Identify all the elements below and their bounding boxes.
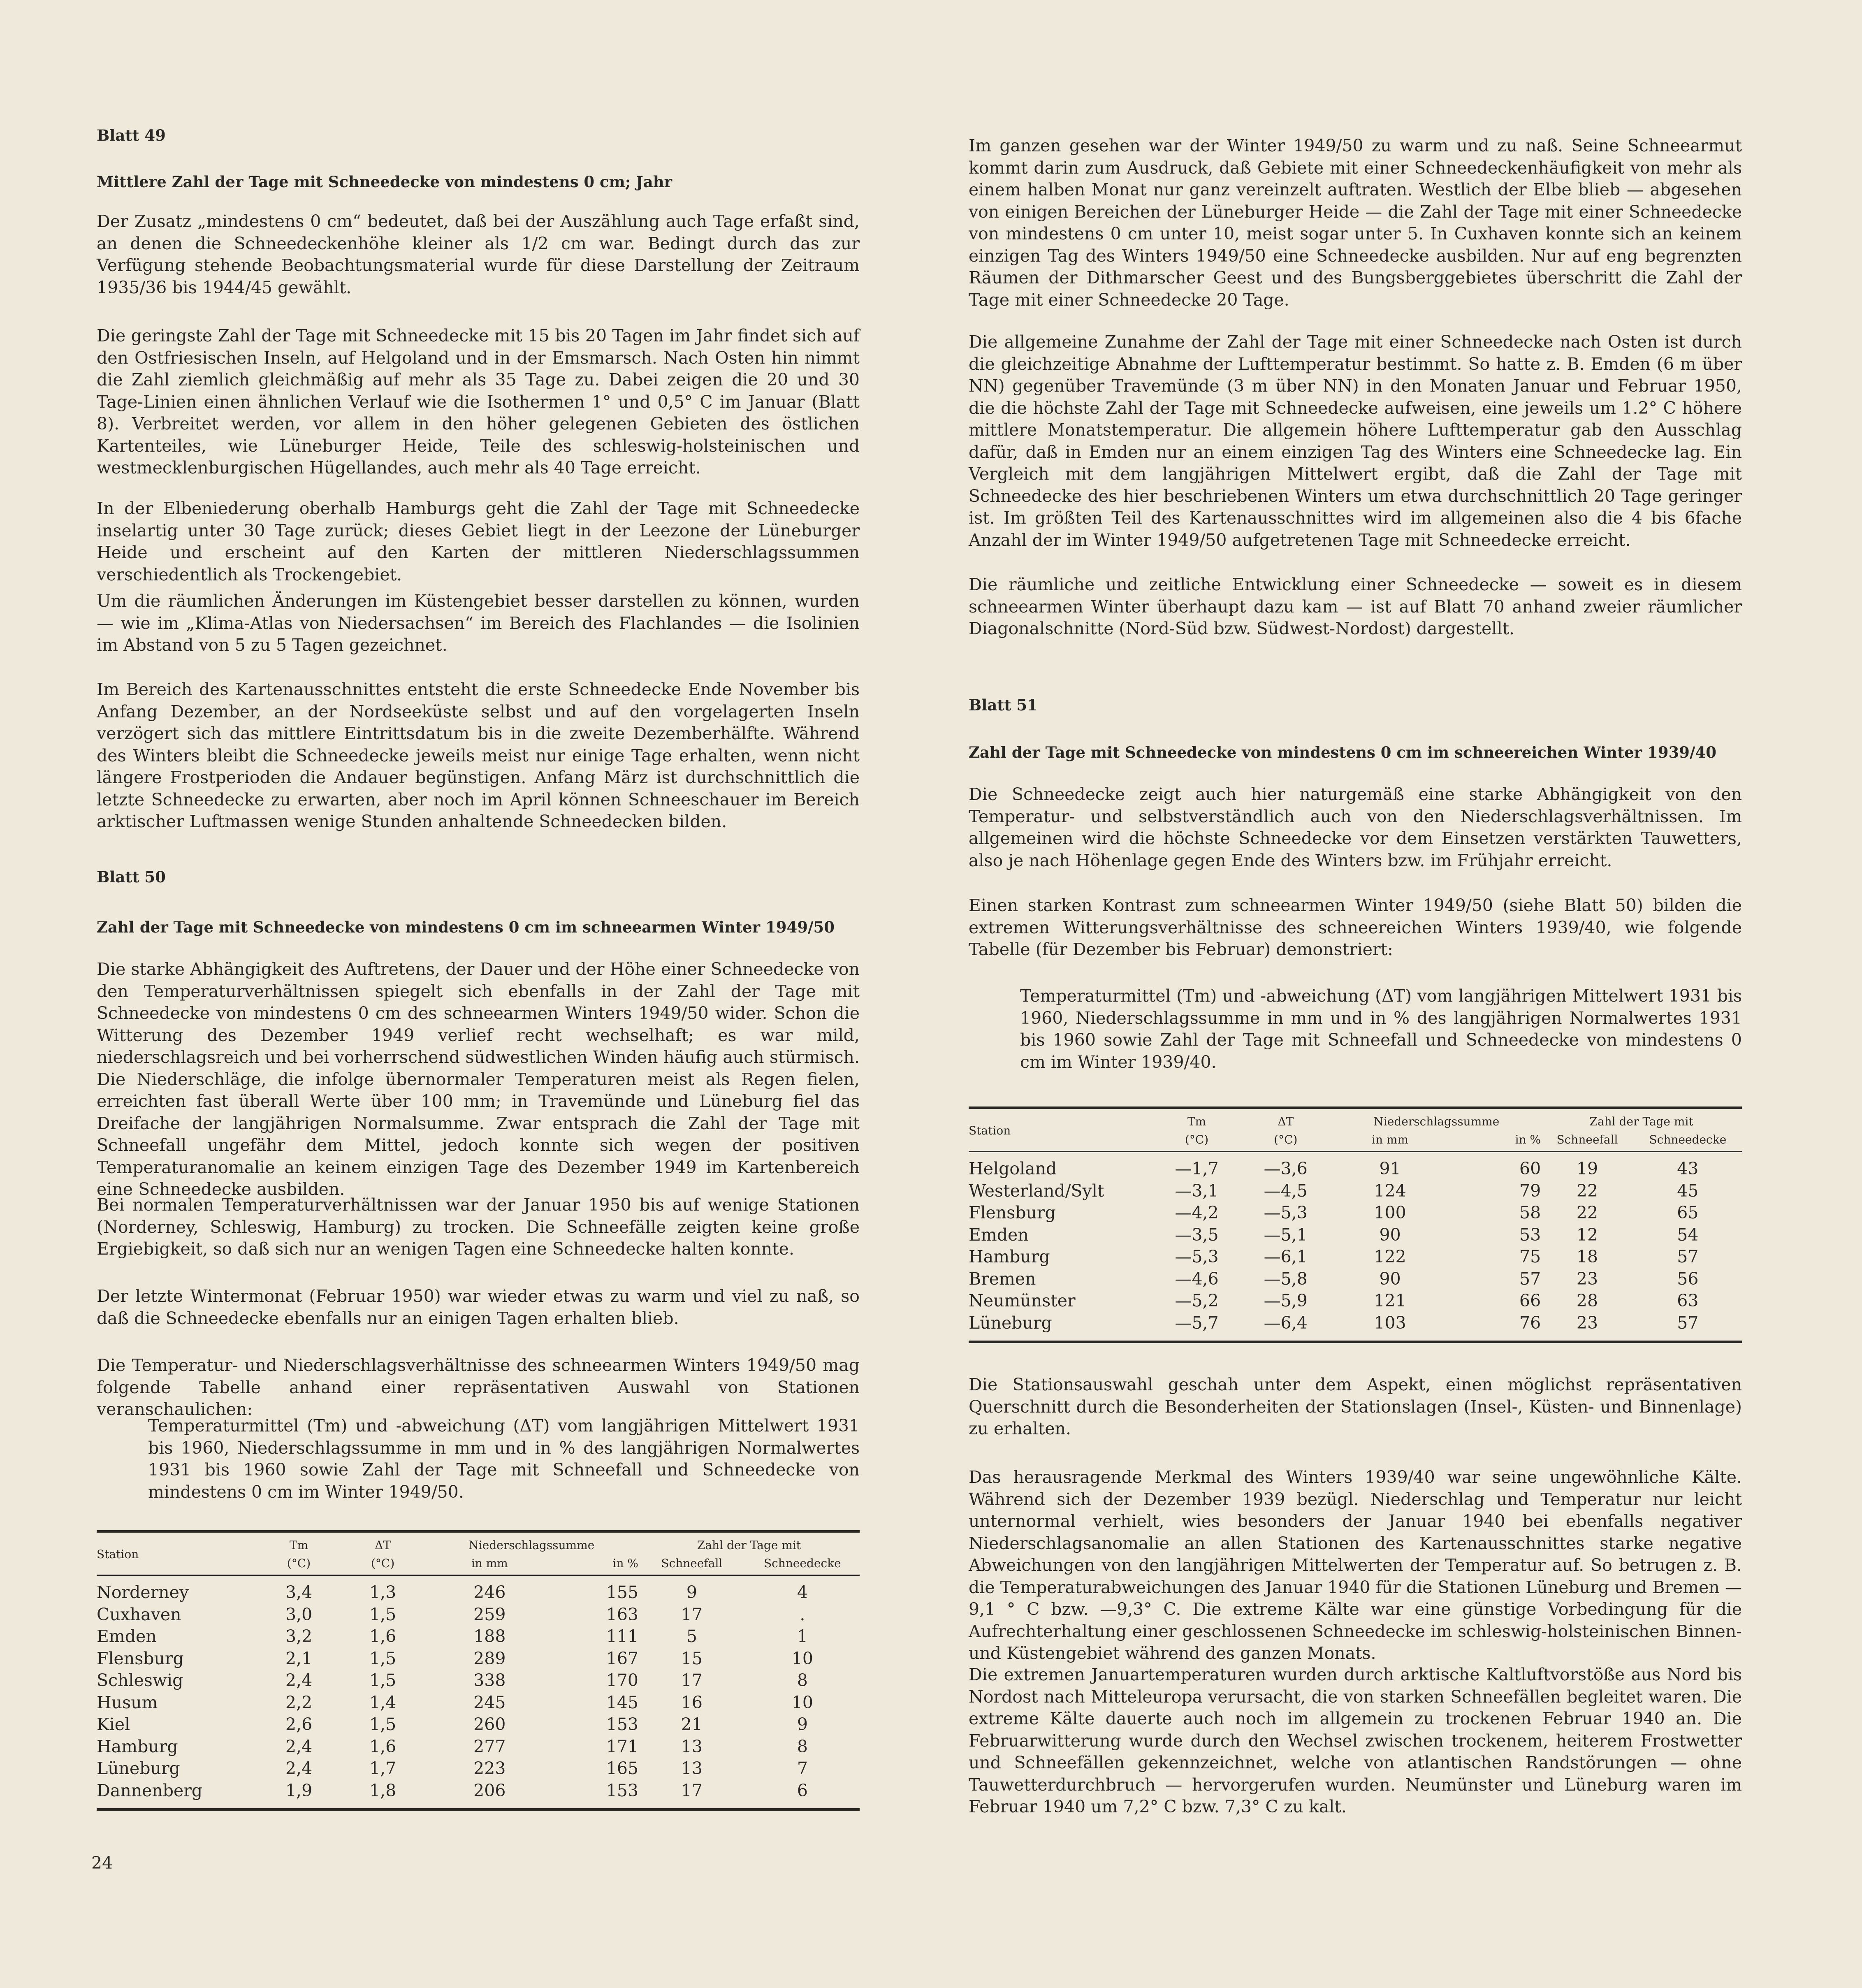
table-cell: 3,4 bbox=[285, 1582, 313, 1602]
table-cell: 100 bbox=[1374, 1203, 1406, 1222]
table-cell: 57 bbox=[1677, 1247, 1699, 1267]
table-cell: Lüneburg bbox=[969, 1312, 1154, 1342]
col-header-schneefall: Schneefall bbox=[638, 1557, 745, 1575]
table-cell: 5 bbox=[686, 1626, 697, 1646]
table-cell: Emden bbox=[969, 1225, 1029, 1245]
table-cell: 155 bbox=[606, 1582, 639, 1602]
col-header-zahl-der-tage: Zahl der Tage mit bbox=[638, 1531, 860, 1557]
blatt49-paragraph-2: Die geringste Zahl der Tage mit Schneedecke mit 15 bis 20 Tagen im Jahr findet sich auf den Ostfriesischen Inseln, auf Helgoland und in der Emsmarsch. Nach Osten hin nimmt die Zahl ziemlich gleichmäßig auf mehr als 35 Tage zu. Dabei zeigen die 20 und 30 Tage-Linien einen ähnlichen Verlauf wie die Isothermen 1° und 0,5° C im Januar (Blatt 8). Verbreitet werden, vor allem in den höher gelegenen Gebieten des östlichen Kartenteiles, wie Lüneburger Heide, Teile des schleswig-holsteinischen und westmecklenburgischen Hügellandes, auch mehr als 40 Tage erreicht. bbox=[97, 326, 860, 478]
table-cell: Helgoland bbox=[969, 1159, 1057, 1178]
table-row bbox=[969, 1180, 1742, 1202]
table-cell: 2,4 bbox=[285, 1736, 313, 1756]
blatt50-title: Zahl der Tage mit Schneedecke von mindestens 0 cm im schneearmen Winter 1949/50 bbox=[97, 918, 835, 936]
table-row bbox=[97, 1780, 860, 1810]
blatt49-title: Mittlere Zahl der Tage mit Schneedecke von mindestens 0 cm; Jahr bbox=[97, 173, 672, 191]
table-cell: 22 bbox=[1576, 1181, 1598, 1201]
table-cell: Hamburg bbox=[969, 1247, 1050, 1267]
table-cell: 8 bbox=[797, 1670, 808, 1690]
table-cell: 12 bbox=[1576, 1225, 1598, 1245]
table-cell: 171 bbox=[606, 1736, 639, 1756]
table-cell: 122 bbox=[1374, 1247, 1406, 1267]
table-cell: 206 bbox=[425, 1780, 554, 1810]
table-cell: 1,6 bbox=[369, 1626, 397, 1646]
table-cell: 10 bbox=[791, 1648, 813, 1668]
blatt49-paragraph-5: Im Bereich des Kartenausschnittes entsteht die erste Schneedecke Ende November bis Anfang Dezember, an der Nordseeküste selbst und auf den vorgelagerten Inseln verzögert sich das mittlere Eintrittsdatum bis in die zweite Dezemberhälfte. Während des Winters bleibt die Schneedecke jeweils meist nur einige Tage erhalten, wenn nicht längere Frostperioden die Andauer begünstigen. Anfang März ist durchschnittlich die letzte Schneedecke zu erwarten, aber noch im April können Schneeschauer im Bereich arktischer Luftmassen wenige Stunden anhaltende Schneedecken bilden. bbox=[97, 680, 860, 831]
table-cell: 103 bbox=[1332, 1312, 1448, 1342]
table-cell: Schleswig bbox=[97, 1670, 183, 1690]
table-row bbox=[969, 1202, 1742, 1224]
table-cell: 163 bbox=[606, 1604, 639, 1624]
blatt50-table bbox=[97, 1530, 860, 1811]
table-cell: 3,0 bbox=[285, 1604, 313, 1624]
table-cell: —1,7 bbox=[1175, 1159, 1219, 1178]
blatt50-heading: Blatt 50 bbox=[97, 868, 166, 886]
col-header-station: Station bbox=[97, 1531, 257, 1575]
blatt51-paragraph-4: Das herausragende Merkmal des Winters 1939/40 war seine ungewöhnliche Kälte. Während sich der Dezember 1939 bezügl. Niederschlag und Temperatur nur leicht unternormal verhielt, wies besonders der Januar 1940 bei ebenfalls negativer Niederschlagsanomalie an allen Stationen des Kartenausschnittes starke negative Abweichungen von den langjährigen Mittelwerten der Temperatur auf. So betrugen z. B. die Temperaturabweichungen des Januar 1940 für die Stationen Lüneburg und Bremen —9,1 ° C bzw. —9,3° C. Die extreme Kälte war eine günstige Vorbedingung für die Aufrechterhaltung einer geschlossenen Schneedecke im schleswig-holsteinischen Binnen- und Küstengebiet während des ganzen Monats. bbox=[969, 1467, 1742, 1663]
table-cell: 53 bbox=[1519, 1225, 1541, 1245]
table-cell: Kiel bbox=[97, 1714, 130, 1734]
table-cell: Bremen bbox=[969, 1269, 1036, 1289]
table-row bbox=[97, 1626, 860, 1648]
table-cell: . bbox=[800, 1604, 805, 1624]
table-row bbox=[97, 1648, 860, 1670]
col-header-mm: in mm bbox=[1332, 1133, 1448, 1152]
table-cell: 56 bbox=[1677, 1269, 1699, 1289]
table-cell: 76 bbox=[1448, 1312, 1541, 1342]
table-cell: 90 bbox=[1379, 1269, 1401, 1289]
table-cell: 2,6 bbox=[285, 1714, 313, 1734]
table-cell: 45 bbox=[1677, 1181, 1699, 1201]
table-cell: 66 bbox=[1519, 1291, 1541, 1311]
table-cell: —5,9 bbox=[1264, 1291, 1308, 1311]
table-row bbox=[969, 1268, 1742, 1290]
blatt49-heading: Blatt 49 bbox=[97, 126, 166, 144]
table-cell: 145 bbox=[606, 1692, 639, 1712]
col-header-zahl-der-tage: Zahl der Tage mit bbox=[1541, 1108, 1742, 1133]
table-row bbox=[97, 1604, 860, 1626]
table-row bbox=[969, 1290, 1742, 1312]
table-cell: 259 bbox=[473, 1604, 506, 1624]
blatt50-paragraph-1: Die starke Abhängigkeit des Auftretens, der Dauer und der Höhe einer Schneedecke von den Temperaturverhältnissen spiegelt sich ebenfalls in der Zahl der Tage mit Schneedecke von mindestens 0 cm des schneearmen Winters 1949/50 wider. Schon die Witterung des Dezember 1949 verlief recht wechselhaft; es war mild, niederschlagsreich und bei vorherrschend südwestlichen Winden häufig auch stürmisch. Die Niederschläge, die infolge übernormaler Temperaturen meist als Regen fielen, erreichten fast überall Werte über 100 mm; in Travemünde und Lüneburg fiel das Dreifache der langjährigen Normalsumme. Zwar entsprach die Zahl der Tage mit Schneefall ungefähr dem Mittel, jedoch konnte sich wegen der positiven Temperaturanomalie an keinem einzigen Tage des Dezember 1949 im Kartenbereich eine Schneedecke ausbilden. bbox=[97, 959, 860, 1199]
table-cell: 58 bbox=[1519, 1203, 1541, 1222]
table-cell: —3,1 bbox=[1175, 1181, 1219, 1201]
table-cell: —3,5 bbox=[1175, 1225, 1219, 1245]
right-paragraph-3: Die räumliche und zeitliche Entwicklung einer Schneedecke — soweit es in diesem schneearmen Winter überhaupt dazu kam — ist auf Blatt 70 anhand zweier räumlicher Diagonalschnitte (Nord-Süd bzw. Südwest-Nordost) dargestellt. bbox=[969, 575, 1742, 638]
table-cell: 121 bbox=[1374, 1291, 1406, 1311]
table-row bbox=[97, 1714, 860, 1736]
table-row bbox=[97, 1758, 860, 1780]
table-cell: 57 bbox=[1519, 1269, 1541, 1289]
table-row bbox=[97, 1736, 860, 1758]
table-cell: 17 bbox=[681, 1670, 703, 1690]
table-cell: 338 bbox=[473, 1670, 506, 1690]
table-cell: 1 bbox=[797, 1626, 808, 1646]
blatt51-table-caption: Temperaturmittel (Tm) und -abweichung (ΔT) vom langjährigen Mittelwert 1931 bis 1960, Niederschlagssumme in mm und in % des langjährigen Normalwertes 1931 bis 1960 sowie Zahl der Tage mit Schneefall und Schneedecke von mindestens 0 cm im Winter 1939/40. bbox=[1020, 986, 1742, 1072]
table-cell: —6,4 bbox=[1239, 1312, 1332, 1342]
col-header-tm: Tm bbox=[1154, 1108, 1239, 1133]
table-cell: 153 bbox=[606, 1714, 639, 1734]
table-cell: Cuxhaven bbox=[97, 1604, 181, 1624]
table-cell: —4,6 bbox=[1175, 1269, 1219, 1289]
table-cell: 167 bbox=[606, 1648, 639, 1668]
table-cell: 15 bbox=[681, 1648, 703, 1668]
table-cell: 1,6 bbox=[369, 1736, 397, 1756]
table-cell: 111 bbox=[606, 1626, 639, 1646]
col-header-niederschlag: Niederschlagssumme bbox=[1332, 1108, 1541, 1133]
blatt51-paragraph-2: Einen starken Kontrast zum schneearmen Winter 1949/50 (siehe Blatt 50) bilden die extremen Witterungsverhältnisse des schneereichen Winters 1939/40, wie folgende Tabelle (für Dezember bis Februar) demonstriert: bbox=[969, 895, 1742, 959]
table-cell: 60 bbox=[1519, 1159, 1541, 1178]
table-cell: 246 bbox=[473, 1582, 506, 1602]
right-paragraph-2: Die allgemeine Zunahme der Zahl der Tage mit einer Schneedecke nach Osten ist durch die gleichzeitige Abnahme der Lufttemperatur bestimmt. So hatte z. B. Emden (6 m über NN) gegenüber Travemünde (3 m über NN) in den Monaten Januar und Februar 1950, die die höchste Zahl der Tage mit Schneedecke aufweisen, eine jeweils um 1.2° C höhere mittlere Monatstemperatur. Die allgemein höhere Lufttemperatur gab den Ausschlag dafür, daß in Emden nur an einem einzigen Tag des Winters eine Schneedecke lag. Ein Vergleich mit dem langjährigen Mittelwert ergibt, daß die Zahl der Tage mit Schneedecke des hier beschriebenen Winters um etwa durchschnittlich 20 Tage geringer ist. Im größten Teil des Kartenausschnittes wird im allgemeinen also die 4 bis 6fache Anzahl der im Winter 1949/50 aufgetretenen Tage mit Schneedecke erreicht. bbox=[969, 332, 1742, 550]
table-cell: —6,1 bbox=[1264, 1247, 1308, 1267]
table-cell: 2,4 bbox=[285, 1758, 313, 1778]
table-cell: Flensburg bbox=[969, 1203, 1056, 1222]
blatt49-paragraph-3: In der Elbeniederung oberhalb Hamburgs geht die Zahl der Tage mit Schneedecke inselartig unter 30 Tage zurück; dieses Gebiet liegt in der Leezone der Lüneburger Heide und erscheint auf den Karten der mittleren Niederschlagssummen verschiedentlich als Trockengebiet. bbox=[97, 499, 860, 585]
col-header-dt-unit: (°C) bbox=[1239, 1133, 1332, 1152]
table-row bbox=[97, 1670, 860, 1692]
table-cell: 23 bbox=[1576, 1269, 1598, 1289]
table-cell: —3,6 bbox=[1264, 1159, 1308, 1178]
table-cell: 2,2 bbox=[285, 1692, 313, 1712]
col-header-dt: ΔT bbox=[1239, 1108, 1332, 1133]
table-cell: 91 bbox=[1379, 1159, 1401, 1178]
col-header-tm-unit: (°C) bbox=[1154, 1133, 1239, 1152]
table-cell: 1,8 bbox=[341, 1780, 425, 1810]
table-cell: 17 bbox=[681, 1604, 703, 1624]
table-cell: —5,3 bbox=[1175, 1247, 1219, 1267]
blatt49-paragraph-4: Um die räumlichen Änderungen im Küstengebiet besser darstellen zu können, wurden — wie im „Klima-Atlas von Niedersachsen“ im Bereich des Flachlandes — die Isolinien im Abstand von 5 zu 5 Tagen gezeichnet. bbox=[97, 591, 860, 655]
table-cell: 245 bbox=[473, 1692, 506, 1712]
table-cell: 8 bbox=[797, 1736, 808, 1756]
col-header-dt: ΔT bbox=[341, 1531, 425, 1557]
table-cell: 90 bbox=[1379, 1225, 1401, 1245]
table-cell: 79 bbox=[1519, 1181, 1541, 1201]
col-header-station: Station bbox=[969, 1108, 1154, 1152]
table-cell: 57 bbox=[1634, 1312, 1742, 1342]
table-row bbox=[97, 1575, 860, 1604]
table-cell: —4,2 bbox=[1175, 1203, 1219, 1222]
table-cell: 63 bbox=[1677, 1291, 1699, 1311]
blatt50-paragraph-4: Die Temperatur- und Niederschlagsverhältnisse des schneearmen Winters 1949/50 mag folgende Tabelle anhand einer repräsentativen Auswahl von Stationen veranschaulichen: bbox=[97, 1355, 860, 1419]
table-cell: Flensburg bbox=[97, 1648, 184, 1668]
col-header-pct: in % bbox=[1448, 1133, 1541, 1152]
table-cell: 17 bbox=[638, 1780, 745, 1810]
table-cell: 6 bbox=[745, 1780, 860, 1810]
table-cell: 277 bbox=[473, 1736, 506, 1756]
table-cell: —5,3 bbox=[1264, 1203, 1308, 1222]
blatt51-paragraph-5: Die extremen Januartemperaturen wurden durch arktische Kaltluftvorstöße aus Nord bis Nordost nach Mitteleuropa verursacht, die von starken Schneefällen begleitet waren. Die extreme Kälte dauerte auch noch im allgemein zu trockenen Februar 1940 an. Die Februarwitterung wurde durch den Wechsel zwischen trockenem, heiterem Frostwetter und Schneefällen gekennzeichnet, welche von atlantischen Randstörungen — ohne Tauwetterdurchbruch — hervorgerufen wurden. Neumünster und Lüneburg waren im Februar 1940 um 7,2° C bzw. 7,3° C zu kalt. bbox=[969, 1665, 1742, 1816]
table-cell: 1,3 bbox=[369, 1582, 397, 1602]
page-number: 24 bbox=[91, 1853, 113, 1873]
col-header-dt-unit: (°C) bbox=[341, 1557, 425, 1575]
table-cell: 188 bbox=[473, 1626, 506, 1646]
blatt51-heading: Blatt 51 bbox=[969, 696, 1038, 714]
table-cell: 1,5 bbox=[369, 1604, 397, 1624]
table-cell: 1,5 bbox=[369, 1648, 397, 1668]
col-header-schneedecke: Schneedecke bbox=[1634, 1133, 1742, 1152]
table-cell: 43 bbox=[1677, 1159, 1699, 1178]
table-cell: Westerland/Sylt bbox=[969, 1181, 1104, 1201]
col-header-niederschlag: Niederschlagssumme bbox=[425, 1531, 638, 1557]
col-header-pct: in % bbox=[554, 1557, 638, 1575]
table-cell: Husum bbox=[97, 1692, 158, 1712]
col-header-schneefall: Schneefall bbox=[1541, 1133, 1634, 1152]
table-row bbox=[969, 1152, 1742, 1180]
table-cell: 170 bbox=[606, 1670, 639, 1690]
table-cell: 260 bbox=[473, 1714, 506, 1734]
table-cell: Hamburg bbox=[97, 1736, 178, 1756]
table-cell: 23 bbox=[1541, 1312, 1634, 1342]
table-cell: 22 bbox=[1576, 1203, 1598, 1222]
col-header-mm: in mm bbox=[425, 1557, 554, 1575]
blatt51-paragraph-1: Die Schneedecke zeigt auch hier naturgemäß eine starke Abhängigkeit von den Temperatur- und selbstverständlich auch von den Niederschlagsverhältnissen. Im allgemeinen wird die höchste Schneedecke vor dem Einsetzen verstärkten Tauwetters, also je nach Höhenlage gegen Ende des Winters bzw. im Frühjahr erreicht. bbox=[969, 784, 1742, 870]
table-row bbox=[969, 1312, 1742, 1342]
table-cell: 9 bbox=[797, 1714, 808, 1734]
table-cell: 289 bbox=[473, 1648, 506, 1668]
table-cell: 1,5 bbox=[369, 1670, 397, 1690]
table-cell: 223 bbox=[473, 1758, 506, 1778]
table-cell: 19 bbox=[1576, 1159, 1598, 1178]
table-cell: —4,5 bbox=[1264, 1181, 1308, 1201]
table-cell: 28 bbox=[1576, 1291, 1598, 1311]
table-cell: —5,1 bbox=[1264, 1225, 1308, 1245]
table-cell: 165 bbox=[606, 1758, 639, 1778]
table-cell: 13 bbox=[681, 1758, 703, 1778]
blatt51-paragraph-3: Die Stationsauswahl geschah unter dem Aspekt, einen möglichst repräsentativen Querschnitt durch die Besonderheiten der Stationslagen (Insel-, Küsten- und Binnenlage) zu erhalten. bbox=[969, 1375, 1742, 1438]
col-header-schneedecke: Schneedecke bbox=[745, 1557, 860, 1575]
blatt49-paragraph-1: Der Zusatz „mindestens 0 cm“ bedeutet, daß bei der Auszählung auch Tage erfaßt sind, an denen die Schneedeckenhöhe kleiner als 1/2 cm war. Bedingt durch das zur Verfügung stehende Beobachtungsmaterial wurde für diese Darstellung der Zeitraum 1935/36 bis 1944/45 gewählt. bbox=[97, 211, 860, 297]
table-cell: 54 bbox=[1677, 1225, 1699, 1245]
table-cell: Emden bbox=[97, 1626, 157, 1646]
table-cell: 1,7 bbox=[369, 1758, 397, 1778]
table-cell: 7 bbox=[797, 1758, 808, 1778]
table-cell: 21 bbox=[681, 1714, 703, 1734]
table-cell: 124 bbox=[1374, 1181, 1406, 1201]
table-cell: Lüneburg bbox=[97, 1758, 180, 1778]
table-cell: 18 bbox=[1576, 1247, 1598, 1267]
blatt51-title: Zahl der Tage mit Schneedecke von mindestens 0 cm im schneereichen Winter 1939/40 bbox=[969, 743, 1716, 761]
table-cell: 3,2 bbox=[285, 1626, 313, 1646]
table-cell: 9 bbox=[686, 1582, 697, 1602]
table-cell: 2,1 bbox=[285, 1648, 313, 1668]
table-cell: 75 bbox=[1519, 1247, 1541, 1267]
table-cell: 4 bbox=[797, 1582, 808, 1602]
table-cell: 16 bbox=[681, 1692, 703, 1712]
table-cell: 1,5 bbox=[369, 1714, 397, 1734]
blatt51-table bbox=[969, 1107, 1742, 1343]
blatt50-paragraph-2: Bei normalen Temperaturverhältnissen war der Januar 1950 bis auf wenige Stationen (Norderney, Schleswig, Hamburg) zu trocken. Die Schneefälle zeigten keine große Ergiebigkeit, so daß sich nur an wenigen Tagen eine Schneedecke halten konnte. bbox=[97, 1195, 860, 1259]
table-cell: Norderney bbox=[97, 1582, 189, 1602]
table-cell: 153 bbox=[554, 1780, 638, 1810]
right-paragraph-1: Im ganzen gesehen war der Winter 1949/50 zu warm und zu naß. Seine Schneearmut kommt darin zum Ausdruck, daß Gebiete mit einer Schneedeckenhäufigkeit von mehr als einem halben Monat nur ganz vereinzelt auftraten. Westlich der Elbe blieb — abgesehen von einigen Bereichen der Lüneburger Heide — die Zahl der Tage mit einer Schneedecke von mindestens 0 cm unter 10, meist sogar unter 5. In Cuxhaven konnte sich an keinem einzigen Tag des Winters 1949/50 eine Schneedecke ausbilden. Nur auf eng begrenzten Räumen der Dithmarscher Geest und des Bungsberggebietes überschritt die Zahl der Tage mit einer Schneedecke 20 Tage. bbox=[969, 136, 1742, 310]
table-cell: 1,4 bbox=[369, 1692, 397, 1712]
table-cell: Dannenberg bbox=[97, 1780, 257, 1810]
table-cell: —5,2 bbox=[1175, 1291, 1219, 1311]
table-row bbox=[969, 1224, 1742, 1246]
table-cell: 1,9 bbox=[257, 1780, 341, 1810]
table-cell: —5,7 bbox=[1154, 1312, 1239, 1342]
table-cell: 10 bbox=[791, 1692, 813, 1712]
table-cell: 2,4 bbox=[285, 1670, 313, 1690]
table-cell: —5,8 bbox=[1264, 1269, 1308, 1289]
table-cell: 65 bbox=[1677, 1203, 1699, 1222]
table-row bbox=[97, 1692, 860, 1714]
table-cell: 13 bbox=[681, 1736, 703, 1756]
col-header-tm-unit: (°C) bbox=[257, 1557, 341, 1575]
col-header-tm: Tm bbox=[257, 1531, 341, 1557]
blatt50-table-caption: Temperaturmittel (Tm) und -abweichung (ΔT) vom langjährigen Mittelwert 1931 bis 1960, Niederschlagssumme in mm und in % des langjährigen Normalwertes 1931 bis 1960 sowie Zahl der Tage mit Schneefall und Schneedecke von mindestens 0 cm im Winter 1949/50. bbox=[148, 1416, 860, 1502]
table-cell: Neumünster bbox=[969, 1291, 1076, 1311]
blatt50-paragraph-3: Der letzte Wintermonat (Februar 1950) war wieder etwas zu warm und viel zu naß, so daß die Schneedecke ebenfalls nur an einigen Tagen erhalten blieb. bbox=[97, 1286, 860, 1328]
table-row bbox=[969, 1246, 1742, 1268]
